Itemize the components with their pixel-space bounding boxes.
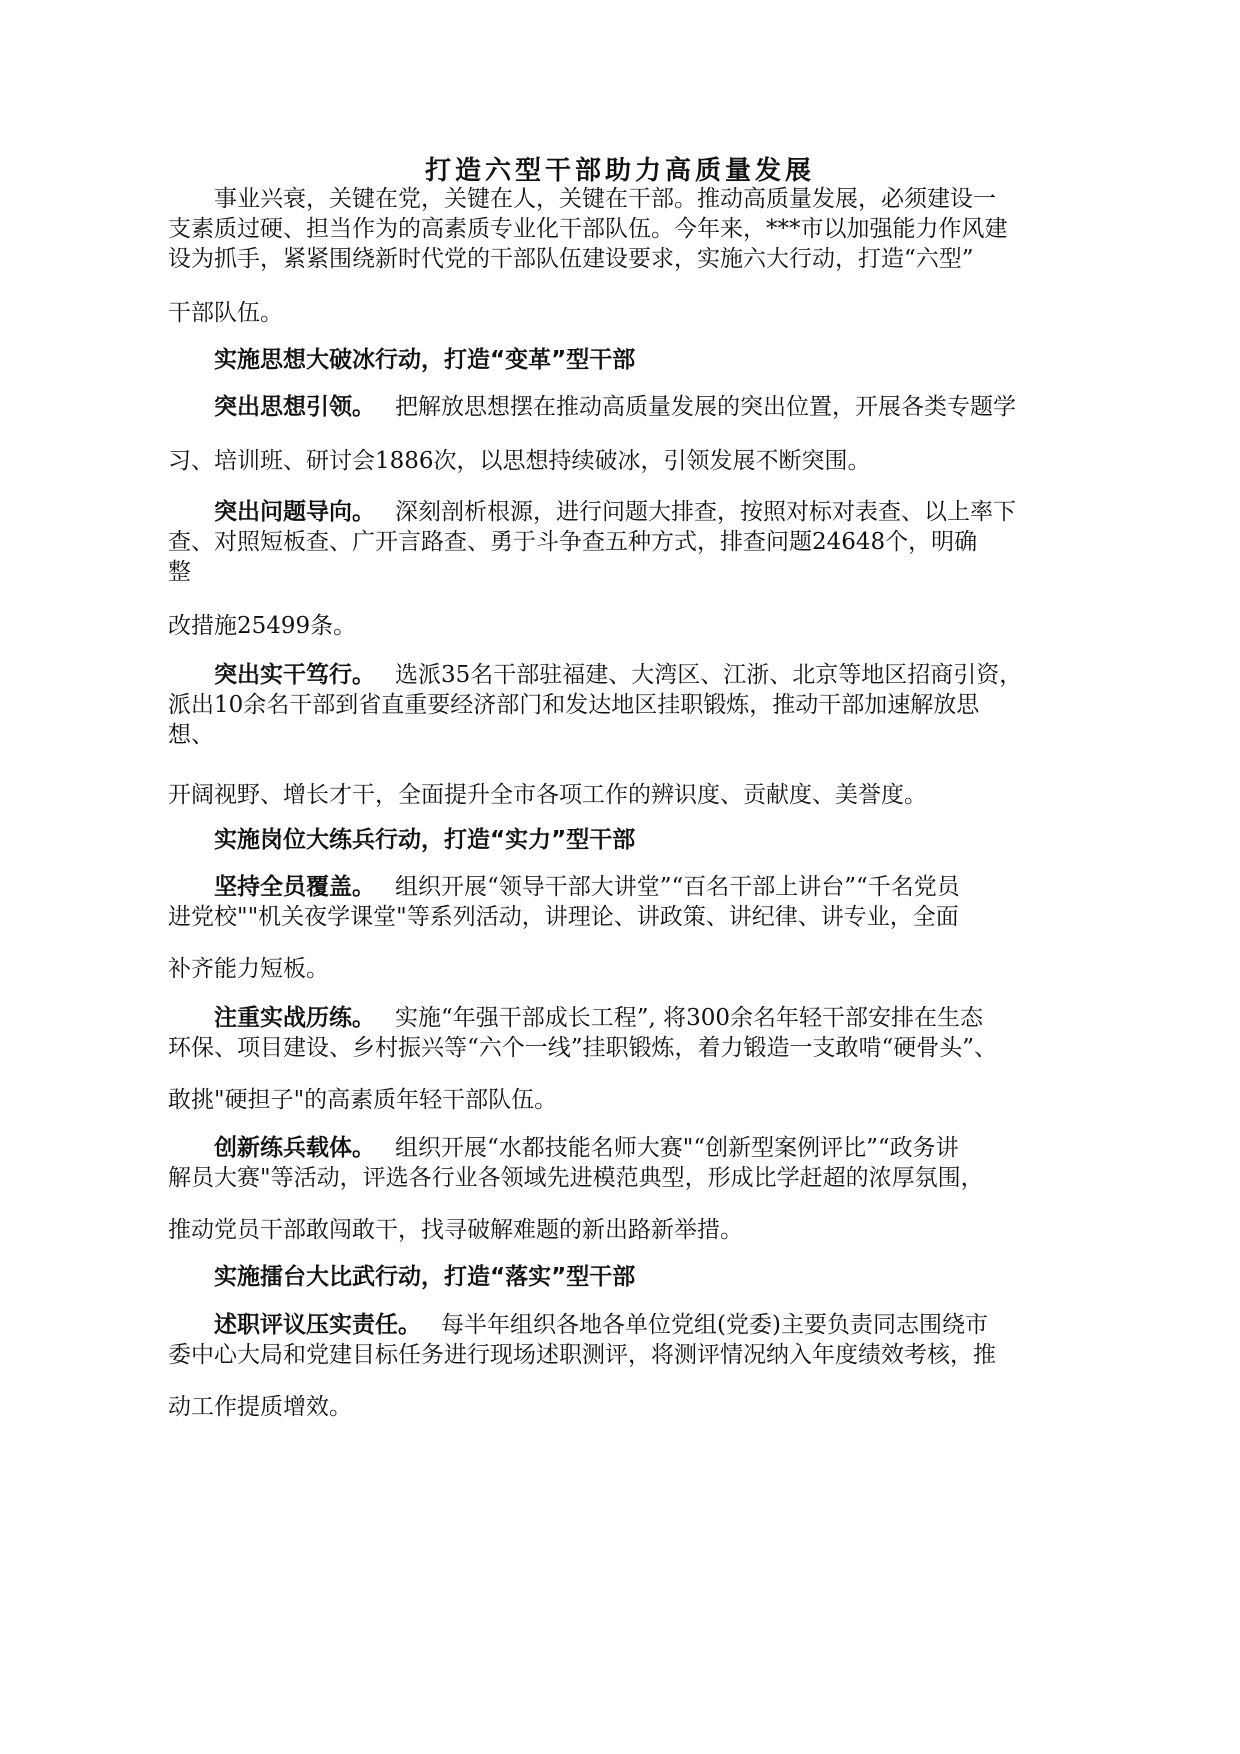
paragraph-line: [214, 1003, 983, 1033]
paragraph-text: 实施“年强干部成长工程”, 将300余名年轻干部安排在生态: [395, 1005, 984, 1031]
paragraph-line: 整: [168, 559, 191, 585]
paragraph-line: [214, 1133, 959, 1163]
paragraph-line: 补齐能力短板。: [168, 956, 329, 982]
intro-line: 干部队伍。: [168, 300, 283, 326]
section-heading: 实施岗位大练兵行动，打造“实力”型干部: [214, 827, 636, 853]
paragraph-line: [214, 392, 1016, 422]
paragraph-line: 查、对照短板查、广开言路查、勇于斗争查五种方式，排查问题24648个，明确: [168, 529, 978, 555]
paragraph-line: 推动党员干部敢闯敢干，找寻破解难题的新出路新举措。: [168, 1217, 743, 1243]
section-heading: 实施擂台大比武行动，打造“落实”型干部: [214, 1264, 636, 1290]
paragraph-line: 进党校""机关夜学课堂"等系列活动，讲理论、讲政策、讲纪律、讲专业，全面: [168, 904, 959, 930]
section-heading: 实施思想大破冰行动，打造“变革”型干部: [214, 347, 636, 373]
paragraph-line: 派出10余名干部到省直重要经济部门和发达地区挂职锻炼，推动干部加速解放思: [168, 692, 980, 718]
paragraph-line: [214, 1310, 988, 1340]
paragraph-text: 选派35名干部驻福建、大湾区、江浙、北京等地区招商引资，: [395, 662, 1023, 688]
paragraph-lead: 突出实干笃行。: [214, 662, 375, 688]
paragraph-lead: 突出问题导向。: [214, 499, 375, 525]
paragraph-lead: 坚持全员覆盖。: [214, 874, 375, 900]
intro-line: 支素质过硬、担当作为的高素质专业化干部队伍。今年来，***市以加强能力作风建: [168, 216, 1008, 242]
paragraph-text: 每半年组织各地各单位党组(党委)主要负责同志围绕市: [441, 1312, 988, 1338]
intro-line: 事业兴衰，关键在党，关键在人，关键在干部。推动高质量发展，必须建设一: [214, 186, 996, 212]
paragraph-line: 敢挑"硬担子"的高素质年轻干部队伍。: [168, 1087, 558, 1113]
paragraph-line: 习、培训班、研讨会1886次，以思想持续破冰，引领发展不断突围。: [168, 448, 871, 474]
paragraph-line: 委中心大局和党建目标任务进行现场述职测评，将测评情况纳入年度绩效考核，推: [168, 1342, 996, 1368]
intro-line: 设为抓手，紧紧围绕新时代党的干部队伍建设要求，实施六大行动，打造“六型”: [168, 246, 974, 272]
paragraph-lead: 述职评议压实责任。: [214, 1312, 421, 1338]
paragraph-line: 开阔视野、增长才干，全面提升全市各项工作的辨识度、贡献度、美誉度。: [168, 782, 927, 808]
paragraph-lead: 注重实战历练。: [214, 1005, 375, 1031]
paragraph-lead: 创新练兵载体。: [214, 1135, 375, 1161]
paragraph-line: [214, 497, 1016, 527]
document-title: 打造六型干部助力高质量发展: [424, 156, 815, 186]
paragraph-line: 改措施25499条。: [168, 613, 357, 639]
paragraph-line: [214, 660, 1022, 690]
paragraph-text: 组织开展“水都技能名师大赛"“创新型案例评比”“政务讲: [395, 1135, 959, 1161]
paragraph-line: [214, 872, 960, 902]
paragraph-line: 解员大赛"等活动，评选各行业各领域先进模范典型，形成比学赶超的浓厚氛围，: [168, 1165, 984, 1191]
paragraph-line: 想、: [168, 722, 214, 748]
paragraph-lead: 突出思想引领。: [214, 394, 375, 420]
paragraph-text: 把解放思想摆在推动高质量发展的突出位置，开展各类专题学: [395, 394, 1016, 420]
paragraph-text: 深刻剖析根源，进行问题大排查，按照对标对表查、以上率下: [395, 499, 1016, 525]
paragraph-line: 动工作提质增效。: [168, 1394, 352, 1420]
paragraph-line: 环保、项目建设、乡村振兴等“六个一线”挂职锻炼，着力锻造一支敢啃“硬骨头”、: [168, 1035, 998, 1061]
paragraph-text: 组织开展“领导干部大讲堂”“百名干部上讲台”“千名党员: [395, 874, 960, 900]
